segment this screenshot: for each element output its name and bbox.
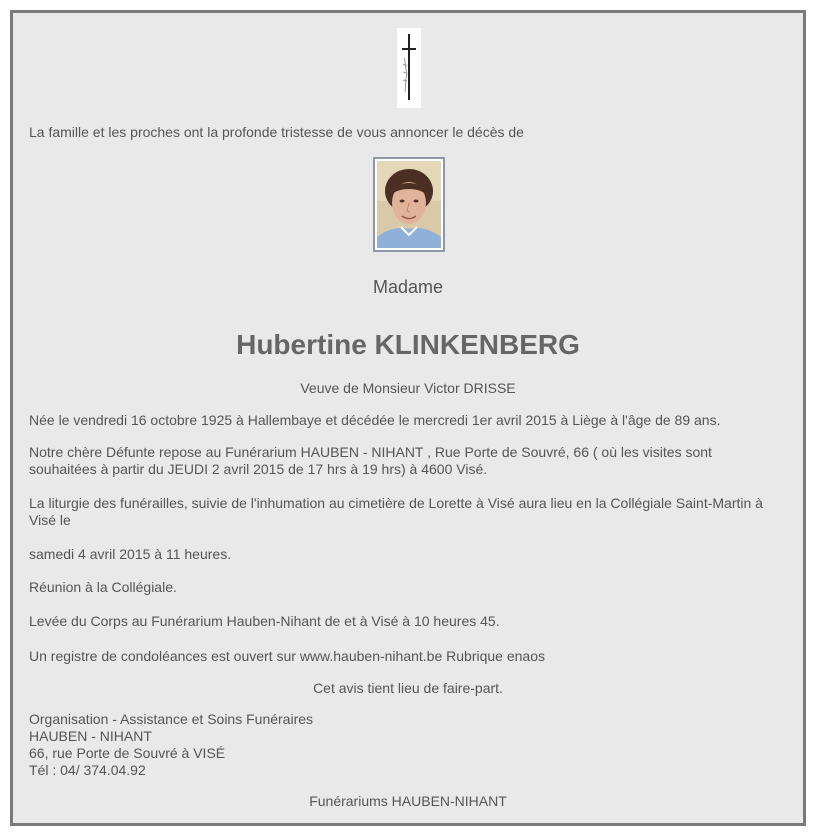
footer-text: Funérariums HAUBEN-NIHANT xyxy=(309,793,507,809)
notice-text: Cet avis tient lieu de faire-part. xyxy=(313,680,503,696)
ceremony-date-text: samedi 4 avril 2015 à 11 heures. xyxy=(29,546,232,562)
birth-death-text: Née le vendredi 16 octobre 1925 à Hallembaye et décédée le mercredi 1er avril 2015 à Liège à l'âge de 89 ans. xyxy=(29,412,721,428)
organisation-phone: Tél : 04/ 374.04.92 xyxy=(29,762,146,778)
organisation-block xyxy=(29,711,783,779)
repose-text: Notre chère Défunte repose au Funérarium HAUBEN - NIHANT , Rue Porte de Souvré, 66 ( où les visites sont souhaitées à partir du JEUDI 2 avril 2015 de 17 hrs à 19 hrs) à 4600 Visé. xyxy=(29,444,712,477)
cross-icon xyxy=(397,28,421,108)
intro-text: La famille et les proches ont la profonde tristesse de vous annoncer le décès de xyxy=(29,124,524,140)
organisation-line-1: Organisation - Assistance et Soins Funéraires xyxy=(29,711,314,727)
deceased-name: Hubertine KLINKENBERG xyxy=(236,329,580,360)
obituary-content xyxy=(13,13,803,823)
portrait-photo xyxy=(373,157,445,252)
obituary-frame xyxy=(10,10,806,826)
organisation-line-2: HAUBEN - NIHANT xyxy=(29,728,152,744)
title-madame: Madame xyxy=(372,277,444,297)
registry-text: Un registre de condoléances est ouvert sur www.hauben-nihant.be Rubrique enaos xyxy=(29,648,545,664)
spouse-text: Veuve de Monsieur Victor DRISSE xyxy=(300,380,516,396)
levee-text: Levée du Corps au Funérarium Hauben-Nihant de et à Visé à 10 heures 45. xyxy=(29,613,500,629)
organisation-line-3: 66, rue Porte de Souvré à VISÉ xyxy=(29,745,226,761)
reunion-text: Réunion à la Collégiale. xyxy=(29,579,177,595)
liturgy-text: La liturgie des funérailles, suivie de l'inhumation au cimetière de Lorette à Visé aura lieu en la Collégiale Saint-Martin à Visé le xyxy=(29,495,763,528)
